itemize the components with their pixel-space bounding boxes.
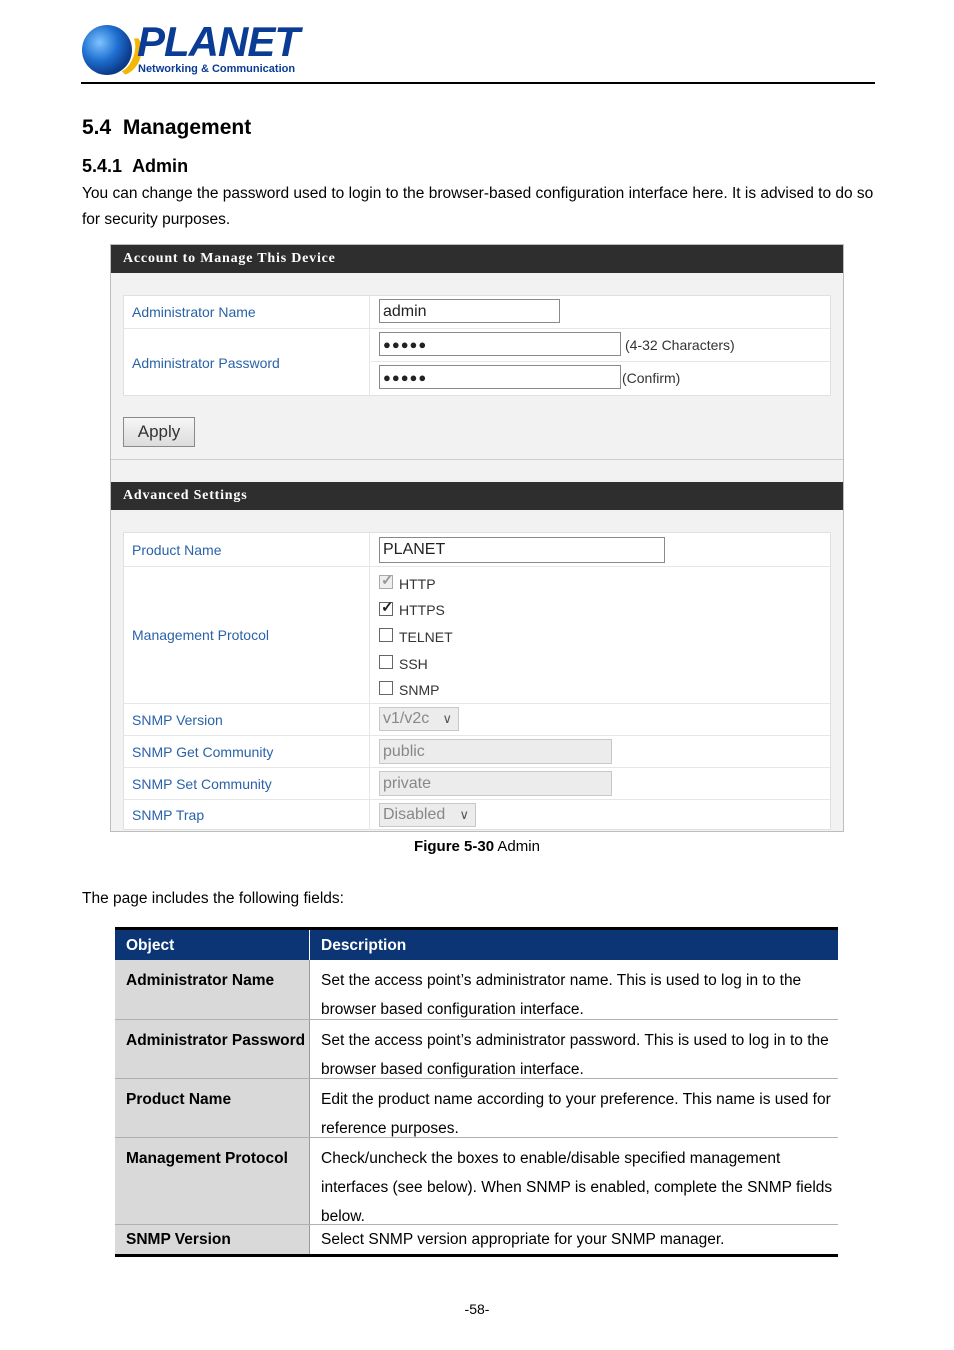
- planet-logo: [82, 18, 299, 80]
- section-heading: [82, 116, 251, 140]
- snmp-trap-row: [124, 800, 830, 830]
- confirm-hint: (Confirm): [622, 370, 681, 386]
- object-name: Management Protocol: [126, 1150, 288, 1167]
- snmp-set-cell: [371, 768, 830, 799]
- table-row: [115, 1079, 838, 1138]
- description-cell: Set the access point’s administrator name. This is used to log in to the browser based configuration interface.: [321, 972, 802, 1018]
- table-row: [115, 1020, 838, 1079]
- object-cell: [115, 1020, 310, 1078]
- admin-password-label: Administrator Password: [124, 329, 370, 396]
- admin-settings-screenshot: [110, 244, 844, 832]
- subsection-number: 5.4.1: [82, 156, 123, 176]
- description-cell: Edit the product name according to your preference. This name is used for reference purposes.: [321, 1091, 831, 1137]
- advanced-form-table: [123, 532, 831, 830]
- mgmt-protocol-label: Management Protocol: [124, 567, 370, 703]
- admin-password-row: [124, 329, 830, 396]
- password-divider: [371, 361, 830, 362]
- admin-name-input[interactable]: admin: [379, 299, 560, 323]
- object-cell: [115, 1138, 310, 1224]
- object-name: Administrator Name: [126, 972, 275, 989]
- description-cell: Check/uncheck the boxes to enable/disable specified management interfaces (see below). When SNMP is enabled, complete the SNMP fields below.: [321, 1150, 833, 1225]
- product-name-input[interactable]: PLANET: [379, 537, 665, 563]
- admin-name-row: [124, 296, 830, 329]
- advanced-section-title: Advanced Settings: [111, 482, 843, 510]
- chevron-down-icon: ∨: [442, 711, 452, 726]
- figure-title: Admin: [497, 838, 540, 855]
- object-cell: [115, 1225, 310, 1254]
- apply-button[interactable]: Apply: [123, 417, 195, 447]
- snmp-set-input[interactable]: private: [379, 771, 612, 796]
- admin-name-label: Administrator Name: [124, 296, 370, 328]
- figure-number: Figure 5-30: [414, 838, 495, 855]
- chevron-down-icon: ∨: [459, 807, 469, 822]
- brand-name: PLANET: [137, 18, 299, 65]
- product-name-label: Product Name: [124, 533, 370, 566]
- check-icon: ✓: [381, 599, 394, 616]
- object-name: SNMP Version: [126, 1231, 231, 1248]
- snmp-version-row: [124, 704, 830, 736]
- mgmt-protocol-cell: [371, 567, 830, 703]
- page-number: -58-: [464, 1301, 490, 1317]
- https-label: HTTPS: [399, 602, 445, 618]
- snmp-get-cell: [371, 736, 830, 767]
- snmp-trap-select[interactable]: [379, 803, 476, 827]
- snmp-version-label: SNMP Version: [124, 704, 370, 735]
- description-cell: Select SNMP version appropriate for your SNMP manager.: [321, 1231, 725, 1248]
- account-section-title: Account to Manage This Device: [111, 245, 843, 273]
- table-row: [115, 1138, 838, 1225]
- header-divider: [81, 82, 875, 84]
- fields-intro: The page includes the following fields:: [82, 890, 344, 907]
- https-checkbox[interactable]: [379, 599, 394, 616]
- header-description: Description: [321, 937, 407, 954]
- intro-paragraph: You can change the password used to login to the browser-based configuration interface here. It is advised to do so for security purposes.: [82, 185, 874, 228]
- object-name: Product Name: [126, 1091, 232, 1108]
- snmp-version-select[interactable]: [379, 707, 459, 731]
- subsection-heading: [82, 156, 188, 177]
- mgmt-protocol-row: [124, 567, 830, 704]
- ssh-checkbox[interactable]: [379, 655, 393, 669]
- snmp-checkbox[interactable]: [379, 681, 393, 695]
- password-hint: (4-32 Characters): [625, 337, 735, 353]
- product-name-row: [124, 533, 830, 567]
- snmp-version-value: v1/v2c: [383, 710, 430, 727]
- admin-name-cell: [371, 296, 830, 328]
- ssh-label: SSH: [399, 656, 428, 672]
- table-row: [115, 960, 838, 1020]
- snmp-label: SNMP: [399, 682, 440, 698]
- description-cell: Set the access point’s administrator password. This is used to log in to the browser based configuration interface.: [321, 1032, 829, 1078]
- account-form-table: [123, 295, 831, 396]
- figure-caption: [0, 838, 954, 855]
- section-divider: [111, 459, 843, 460]
- header-object: Object: [126, 937, 175, 954]
- table-bottom-rule: [115, 1254, 838, 1257]
- admin-password-cell: [371, 329, 830, 396]
- check-icon: ✓: [381, 572, 394, 589]
- header-separator: [309, 930, 310, 960]
- snmp-set-row: [124, 768, 830, 800]
- object-cell: [115, 1079, 310, 1137]
- telnet-label: TELNET: [399, 629, 453, 645]
- password-input[interactable]: ●●●●●: [379, 332, 621, 356]
- snmp-set-label: SNMP Set Community: [124, 768, 370, 799]
- table-row: [115, 1225, 838, 1254]
- table-header-row: [115, 930, 838, 960]
- section-number: 5.4: [82, 116, 112, 139]
- snmp-trap-cell: [371, 800, 830, 830]
- brand-tagline: Networking & Communication: [138, 63, 296, 75]
- snmp-version-cell: [371, 704, 830, 735]
- section-title: Management: [122, 116, 252, 139]
- product-name-cell: [371, 533, 830, 566]
- snmp-get-input[interactable]: public: [379, 739, 612, 764]
- object-name: Administrator Password: [126, 1032, 306, 1049]
- http-label: HTTP: [399, 576, 436, 592]
- telnet-checkbox[interactable]: [379, 628, 393, 642]
- confirm-password-input[interactable]: ●●●●●: [379, 365, 621, 389]
- object-cell: [115, 960, 310, 1019]
- snmp-get-label: SNMP Get Community: [124, 736, 370, 767]
- subsection-title: Admin: [132, 156, 189, 176]
- snmp-trap-label: SNMP Trap: [124, 800, 370, 830]
- snmp-get-row: [124, 736, 830, 768]
- http-checkbox[interactable]: [379, 572, 394, 589]
- snmp-trap-value: Disabled: [383, 806, 446, 823]
